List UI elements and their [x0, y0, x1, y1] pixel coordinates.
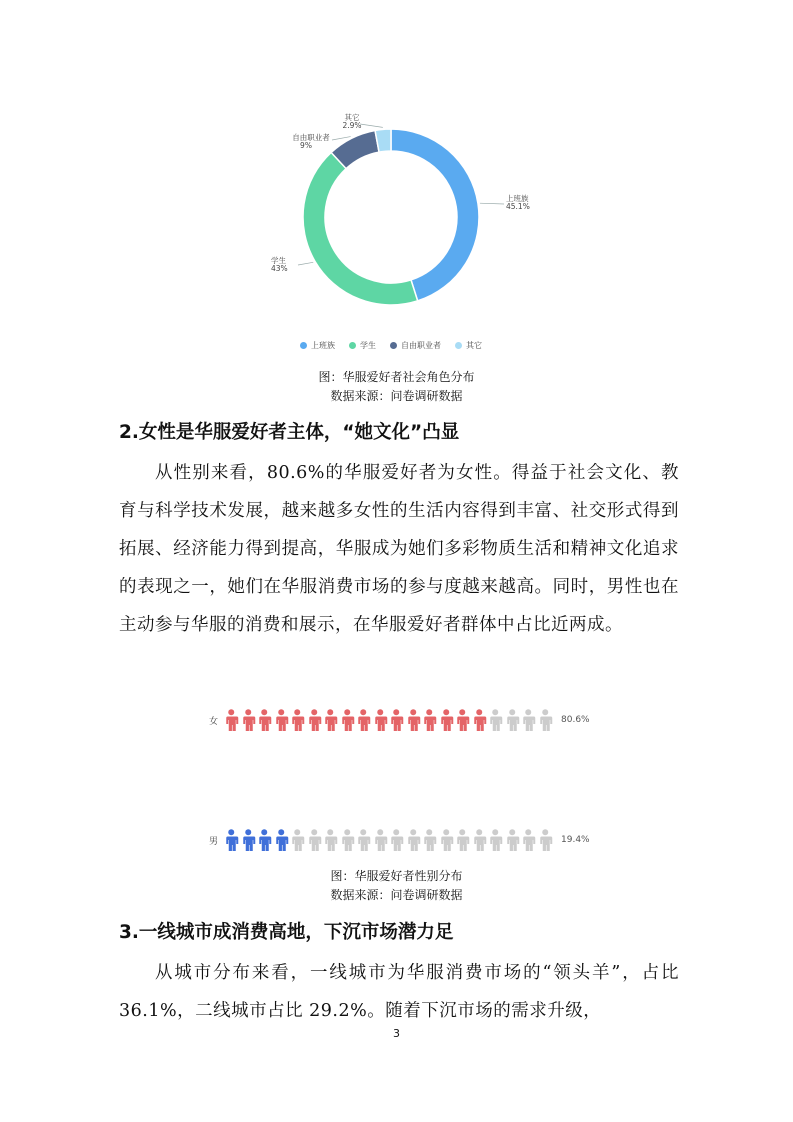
section2-heading: 2.女性是华服爱好者主体，“她文化”凸显: [119, 422, 460, 443]
legend-label: 上班族: [311, 341, 335, 350]
legend-item-student: [349, 340, 376, 351]
figure2-caption: [0, 867, 793, 905]
legend-dot: [390, 342, 397, 349]
person-icon-empty: [355, 829, 372, 851]
person-icon-filled: [289, 709, 306, 731]
person-icon-empty: [504, 709, 521, 731]
person-icon-empty: [372, 829, 389, 851]
figure1-source: 数据来源：问卷调研数据: [330, 389, 463, 403]
slice-student: [303, 152, 418, 305]
person-icon-filled: [421, 709, 438, 731]
legend-dot: [455, 342, 462, 349]
person-icon-empty: [322, 829, 339, 851]
person-icon-empty: [454, 829, 471, 851]
slice-value-student: 43%: [271, 264, 288, 273]
figure2-source: 数据来源：问卷调研数据: [330, 888, 463, 902]
legend-label: 自由职业者: [401, 341, 441, 350]
slice-label-other: 其它: [344, 113, 360, 122]
person-icon-empty: [289, 829, 306, 851]
slice-value-other: 2.9%: [342, 121, 362, 130]
person-icon-empty: [471, 829, 488, 851]
leader-office: [480, 203, 504, 204]
person-icon-empty: [388, 829, 405, 851]
section3-body: [119, 954, 679, 1030]
person-icon-filled: [273, 709, 290, 731]
male-icons: [223, 829, 553, 851]
person-icon-filled: [240, 829, 257, 851]
person-icon-filled: [256, 829, 273, 851]
slice-label-student: 学生: [271, 256, 286, 265]
donut-svg: [250, 100, 550, 360]
legend-dot: [349, 342, 356, 349]
male-pct: 19.4%: [561, 835, 590, 845]
female-row: [209, 709, 590, 731]
person-icon-filled: [223, 709, 240, 731]
person-icon-empty: [537, 709, 554, 731]
section2-body: [119, 454, 679, 644]
legend-label: 其它: [466, 341, 482, 350]
figure1-title: 图：华服爱好者社会角色分布: [318, 370, 475, 384]
person-icon-filled: [322, 709, 339, 731]
figure2-title: 图：华服爱好者性别分布: [330, 869, 463, 883]
male-row: [209, 829, 590, 851]
section3-heading: 3.一线城市成消费高地，下沉市场潜力足: [119, 922, 454, 943]
slice-label-freelancer: 自由职业者: [292, 133, 330, 142]
legend-item-other: [455, 340, 482, 351]
female-icons: [223, 709, 553, 731]
leader-other: [360, 124, 383, 127]
legend-item-office: [300, 340, 335, 351]
person-icon-filled: [388, 709, 405, 731]
section3-paragraph: 从城市分布来看，一线城市为华服消费市场的“领头羊”，占比 36.1%，二线城市占比 29.2%。随着下沉市场的需求升级，: [119, 963, 679, 1021]
person-icon-empty: [438, 829, 455, 851]
slice-label-office: 上班族: [506, 194, 529, 203]
person-icon-empty: [487, 709, 504, 731]
slice-value-office: 45.1%: [506, 202, 530, 211]
person-icon-empty: [520, 829, 537, 851]
person-icon-empty: [537, 829, 554, 851]
person-icon-empty: [421, 829, 438, 851]
person-icon-filled: [273, 829, 290, 851]
person-icon-filled: [454, 709, 471, 731]
person-icon-empty: [520, 709, 537, 731]
slice-value-freelancer: 9%: [300, 141, 312, 150]
female-pct: 80.6%: [561, 715, 590, 725]
female-label: 女: [209, 716, 219, 727]
figure1-caption: [0, 368, 793, 406]
person-icon-filled: [339, 709, 356, 731]
male-label: 男: [209, 836, 219, 847]
person-icon-empty: [487, 829, 504, 851]
person-icon-filled: [372, 709, 389, 731]
legend-label: 学生: [360, 341, 376, 350]
person-icon-filled: [355, 709, 372, 731]
donut-legend: [300, 340, 482, 351]
person-icon-filled: [471, 709, 488, 731]
slice-office: [391, 129, 479, 301]
legend-item-freelancer: [390, 340, 441, 351]
legend-dot: [300, 342, 307, 349]
donut-chart: [250, 100, 550, 360]
person-icon-filled: [405, 709, 422, 731]
person-icon-empty: [339, 829, 356, 851]
leader-student: [298, 262, 313, 265]
person-icon-empty: [405, 829, 422, 851]
person-icon-empty: [306, 829, 323, 851]
person-icon-filled: [438, 709, 455, 731]
person-icon-filled: [306, 709, 323, 731]
person-icon-filled: [240, 709, 257, 731]
person-icon-empty: [504, 829, 521, 851]
page-number: 3: [393, 1027, 400, 1040]
section2-paragraph: 从性别来看，80.6%的华服爱好者为女性。得益于社会文化、教育与科学技术发展，越来越多女性的生活内容得到丰富、社交形式得到拓展、经济能力得到提高，华服成为她们多彩物质生活和精神文化追求的表现之一，她们在华服消费市场的参与度越来越高。同时，男性也在主动参与华服的消费和展示，在华服爱好者群体中占比近两成。: [119, 463, 679, 635]
person-icon-filled: [223, 829, 240, 851]
person-icon-filled: [256, 709, 273, 731]
